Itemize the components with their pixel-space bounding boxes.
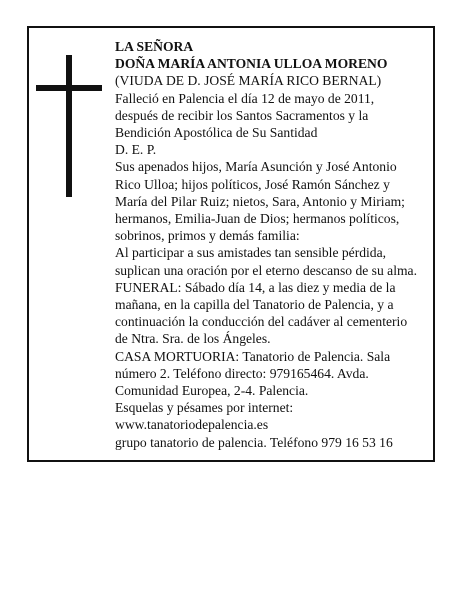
death-line: Falleció en Palencia el día 12 de mayo de 2011, xyxy=(115,90,375,106)
casa-mortuoria-line: número 2. Teléfono directo: 979165464. Avda. xyxy=(115,365,369,381)
funeral-line: continuación la conducción del cadáver al cementerio xyxy=(115,314,408,330)
footer-line: grupo tanatorio de palencia. Teléfono 979 16 53 16 xyxy=(115,434,393,450)
funeral-line: FUNERAL: Sábado día 14, a las diez y media de la xyxy=(115,279,396,295)
request-line: suplican una oración por el eterno descanso de su alma. xyxy=(115,262,417,278)
family-line: sobrinos, primos y demás familia: xyxy=(115,228,300,244)
funeral-line: de Ntra. Sra. de los Ángeles. xyxy=(115,331,271,347)
notice-heading: LA SEÑORA xyxy=(115,39,194,54)
family-line: Sus apenados hijos, María Asunción y José Antonio xyxy=(115,159,397,175)
death-line: después de recibir los Santos Sacramentos y la xyxy=(115,107,369,123)
family-line: Rico Ulloa; hijos políticos, José Ramón Sánchez y xyxy=(115,176,390,192)
website-link: www.tanatoriodepalencia.es xyxy=(115,417,269,433)
cross-icon-horizontal xyxy=(36,85,102,91)
funeral-line: mañana, en la capilla del Tanatorio de Palencia, y a xyxy=(115,297,394,313)
death-line: Bendición Apostólica de Su Santidad xyxy=(115,125,318,141)
family-line: hermanos, Emilia-Juan de Dios; hermanos políticos, xyxy=(115,211,400,227)
widow-of: (VIUDA DE D. JOSÉ MARÍA RICO BERNAL) xyxy=(115,73,382,89)
cross-icon-vertical xyxy=(66,55,72,197)
notice-text xyxy=(115,38,433,451)
family-line: María del Pilar Ruiz; nietos, Sara, Antonio y Miriam; xyxy=(115,193,405,209)
dep-text: D. E. P. xyxy=(115,142,157,158)
request-line: Al participar a sus amistades tan sensible pérdida, xyxy=(115,245,387,261)
internet-line: Esquelas y pésames por internet: xyxy=(115,400,294,416)
casa-mortuoria-line: Comunidad Europea, 2-4. Palencia. xyxy=(115,383,309,399)
casa-mortuoria-line: CASA MORTUORIA: Tanatorio de Palencia. Sala xyxy=(115,348,391,364)
deceased-name: DOÑA MARÍA ANTONIA ULLOA MORENO xyxy=(115,56,388,72)
